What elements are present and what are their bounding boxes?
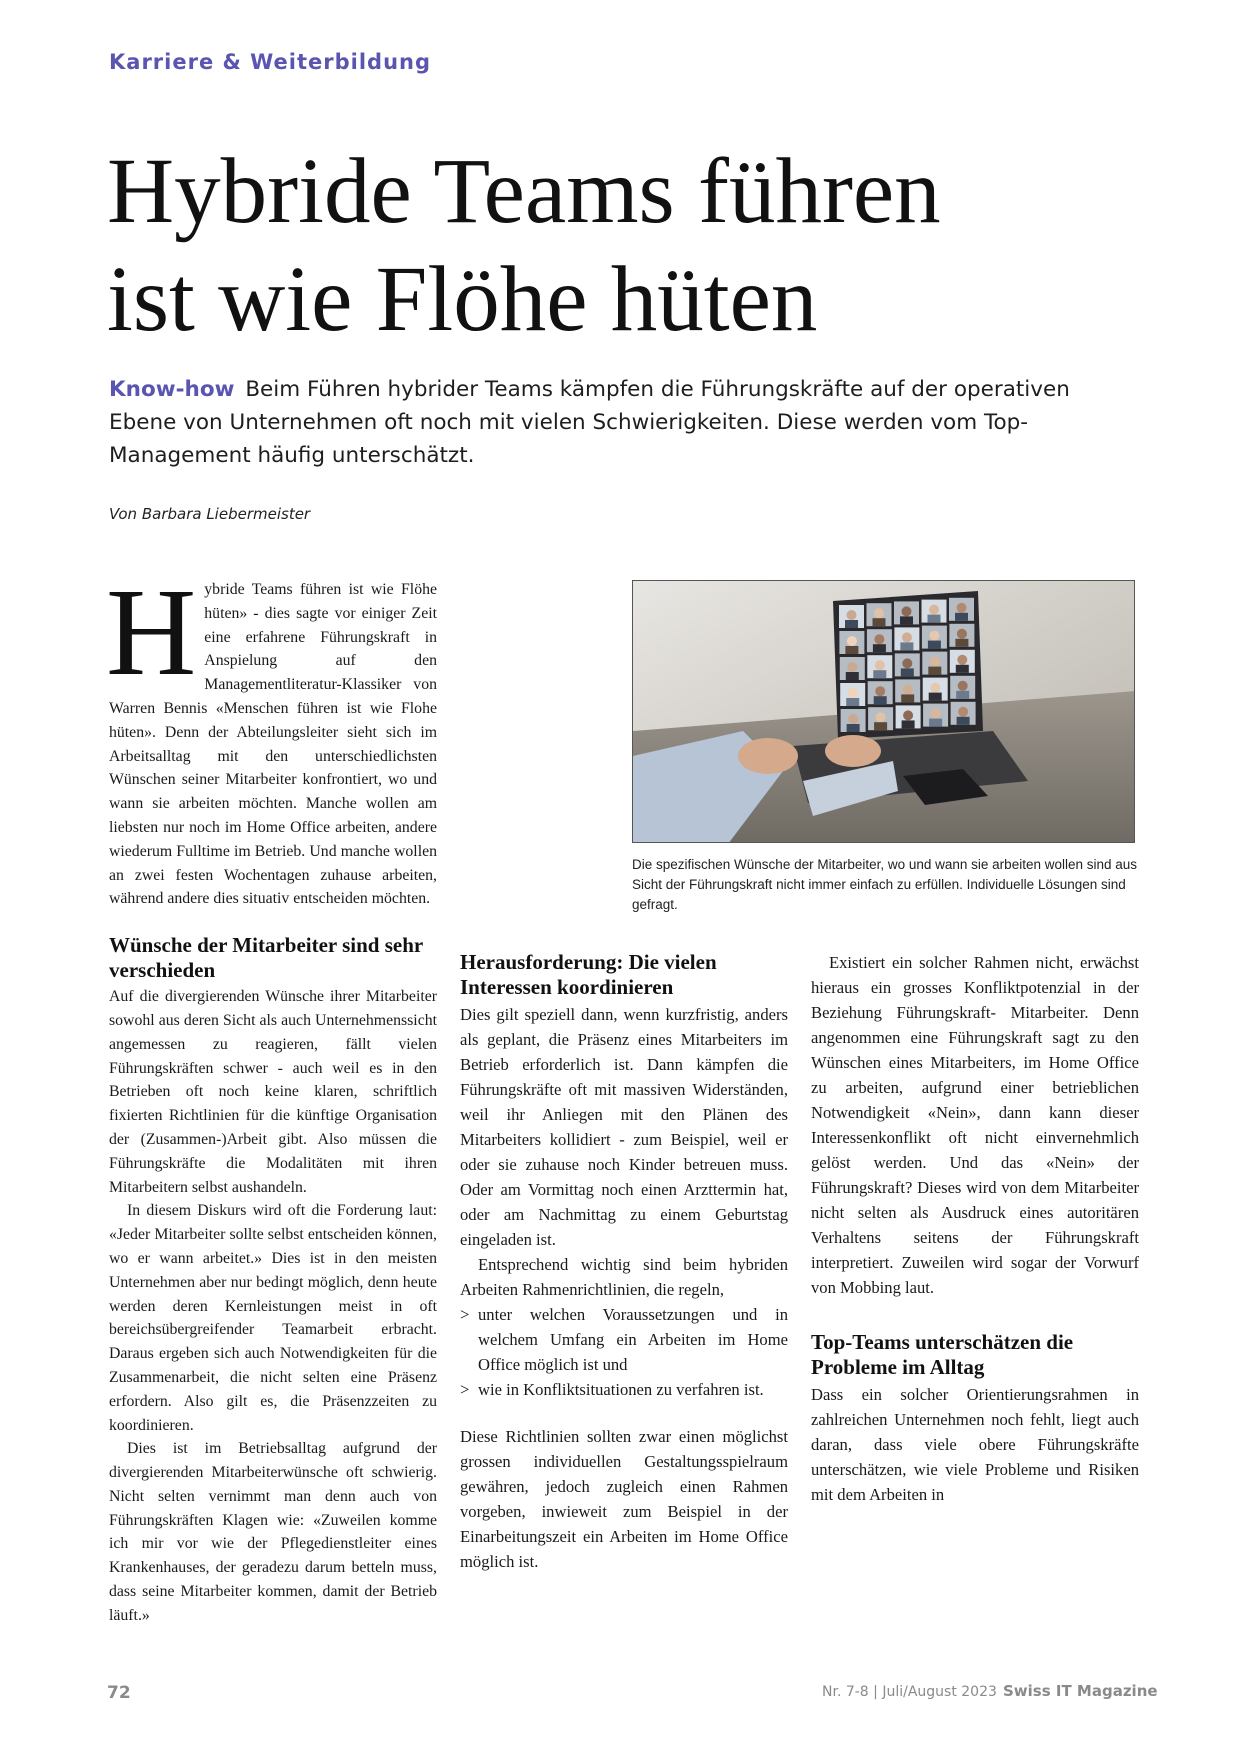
participant-face: [957, 603, 967, 613]
paragraph: Dies gilt speziell dann, wenn kurzfristig, anders als geplant, die Präsenz eines Mitarbeiters im Betrieb erforderlich ist. Dann kämpfen die Führungskräfte oft mit massiven Widerständen, weil ihr Anliegen mit den Plänen des Mitarbeiters kollidiert - zum Beispiel, weil er oder sie zuhause noch Kinder betreuen muss. Oder am Vormittag noch einen Arzttermin hat, oder am Nachmittag zu einem Geburtstag eingeladen ist.: [460, 1005, 788, 1249]
participant-body: [874, 696, 887, 704]
participant-body: [900, 616, 913, 624]
participant-face: [876, 712, 886, 722]
participant-face: [848, 714, 858, 724]
bullet-item: > wie in Konfliktsituationen zu verfahren ist.: [460, 1377, 788, 1402]
participant-body: [847, 724, 860, 732]
participant-face: [847, 636, 857, 646]
participant-body: [955, 639, 968, 647]
participant-face: [875, 686, 885, 696]
article-photo: [632, 580, 1135, 843]
lead-paragraph: [109, 373, 1139, 472]
paragraph: Existiert ein solcher Rahmen nicht, erwächst hieraus ein grosses Konfliktpotenzial in der Beziehung Führungskraft- Mitarbeiter. Denn angenommen eine Führungskraft sagt zu den Wünschen eines Mitarbeiters, im Home Office zu arbeiten, aufgrund einer betrieblichen Notwendigkeit «Nein», dann kann dieser Interessenkonflikt oft nicht einvernehmlich gelöst werden. Und das «Nein» der Führungskraft? Dieses wird von dem Mitarbeiter nicht selten als Ausdruck eines autoritären Verhaltens seitens der Führungskraft interpretiert. Zuweilen wird sogar der Vorwurf von Mobbing laut.: [811, 953, 1139, 1297]
participant-body: [928, 641, 941, 649]
column-3: [811, 950, 1139, 1507]
section-tag: Karriere & Weiterbildung: [109, 50, 432, 74]
intro-paragraph: [106, 564, 437, 911]
intro-text: ybride Teams führen ist wie Flöhe hüten» - dies sagte vor einiger Zeit eine erfahrene Führungskraft in Anspielung auf den Managementliteratur-Klassiker von Warren Bennis «Menschen führen ist wie Flohe hüten». Denn der Abteilungsleiter sieht sich im Arbeitsalltag mit den unterschiedlichsten Wünschen seiner Mitarbeiter konfrontiert, wo und wann sie arbeiten möchten. Manche wollen am liebsten nur noch im Home Office arbeiten, andere wiederum Fulltime im Betrieb. Und manche wollen an zwei festen Wochentagen zuhause arbeiten, während andere dies situativ entscheiden möchten.: [109, 581, 437, 908]
participant-face: [875, 660, 885, 670]
laptop-video-call-image: [633, 581, 1135, 843]
column-1: [106, 564, 437, 1628]
participant-face: [957, 629, 967, 639]
bullet-list: [460, 1302, 788, 1402]
bullet-item: > unter welchen Voraussetzungen und in welchem Umfang ein Arbeiten im Home Office möglich ist und: [460, 1302, 788, 1377]
participant-body: [874, 722, 887, 730]
magazine-name: Swiss IT Magazine: [1003, 1682, 1158, 1700]
participant-face: [930, 683, 940, 693]
participant-face: [847, 610, 857, 620]
participant-face: [902, 632, 912, 642]
participant-face: [848, 688, 858, 698]
paragraph: Auf die divergierenden Wünsche ihrer Mitarbeiter sowohl aus deren Sicht als auch Unternehmenssicht angemessen zu reagieren, fällt vielen Führungskräften schwer - auch weil es in den Betrieben oft noch keine klaren, schriftlich fixierten Richtlinien für die künftige Organisation der (Zusammen-)Arbeit gibt. Also müssen die Führungskräfte die Modalitäten mit ihren Mitarbeitern selbst aushandeln.: [109, 988, 437, 1196]
lead-text: Beim Führen hybrider Teams kämpfen die Führungskräfte auf der operativen Ebene von Unternehmen oft noch mit vielen Schwierigkeiten. Diese werden vom Top-Management häufig unterschätzt.: [109, 377, 1070, 468]
subheading-wuensche: Wünsche der Mitarbeiter sind sehr verschieden: [109, 933, 423, 983]
participant-face: [930, 657, 940, 667]
participant-body: [873, 670, 886, 678]
paragraph: Diese Richtlinien sollten zwar einen möglichst grossen individuellen Gestaltungsspielraum gewähren, jedoch zugleich einen Rahmen vorgeben, inwieweit zum Beispiel in der Einarbeitungszeit ein Arbeiten im Home Office möglich ist.: [460, 1427, 788, 1571]
participant-body: [873, 644, 886, 652]
participant-body: [929, 693, 942, 701]
participant-face: [929, 605, 939, 615]
paragraph: Entsprechend wichtig sind beim hybriden Arbeiten Rahmenrichtlinien, die regeln,: [460, 1255, 788, 1299]
headline-line-2: ist wie Flöhe hüten: [107, 248, 818, 351]
participant-body: [955, 613, 968, 621]
participant-body: [928, 615, 941, 623]
participant-face: [929, 631, 939, 641]
participant-face: [957, 655, 967, 665]
participant-face: [902, 658, 912, 668]
paragraph: Dies ist im Betriebsalltag aufgrund der divergierenden Mitarbeiterwünsche oft schwierig. Nicht selten vernimmt man denn auch von Führungskräften Klagen wie: «Zuweilen komme ich mir vor wie der Pflegedienstleiter eines Krankenhauses, der geradezu darum betteln muss, dass seine Mitarbeiter kommen, damit der Betrieb läuft.»: [109, 1440, 437, 1624]
participant-body: [901, 668, 914, 676]
participant-face: [847, 662, 857, 672]
participant-body: [957, 717, 970, 725]
photo-caption: Die spezifischen Wünsche der Mitarbeiter, wo und wann sie arbeiten wollen sind aus Sicht der Führungskraft nicht immer einfach zu erfüllen. Individuelle Lösungen sind gefragt.: [632, 857, 1138, 912]
participant-body: [900, 642, 913, 650]
subheading-top-teams: Top-Teams unterschätzen die Probleme im Alltag: [811, 1330, 1074, 1379]
participant-body: [956, 665, 969, 673]
lead-keyword: Know-how: [109, 377, 235, 402]
participant-body: [873, 618, 886, 626]
participant-body: [929, 719, 942, 727]
byline: Von Barbara Liebermeister: [109, 505, 311, 523]
participant-body: [845, 620, 858, 628]
participant-face: [958, 707, 968, 717]
column-2: [460, 950, 788, 1574]
participant-body: [846, 672, 859, 680]
participant-face: [874, 608, 884, 618]
participant-body: [928, 667, 941, 675]
participant-face: [903, 684, 913, 694]
dropcap: H: [106, 564, 197, 702]
participant-body: [956, 691, 969, 699]
participant-body: [845, 646, 858, 654]
paragraph: Dass ein solcher Orientierungsrahmen in zahlreichen Unternehmen noch fehlt, liegt auch daran, dass viele obere Führungskräfte unterschätzen, wie viele Probleme und Risiken mit dem Arbeiten in: [811, 1385, 1139, 1504]
paragraph: In diesem Diskurs wird oft die Forderung laut: «Jeder Mitarbeiter sollte selbst entscheiden können, wo er wann arbeitet.» Dies ist in den meisten Unternehmen aber nur bedingt möglich, denn heute werden deren Kernleistungen meist in oft bereichsübergreifender Teamarbeit erbracht. Daraus ergeben sich auch Notwendigkeiten für die Zusammenarbeit, die nicht selten eine Präsenz erfordern. Also gilt es, die Präsenzzeiten zu koordinieren.: [109, 1202, 437, 1434]
issue-info: Nr. 7-8 | Juli/August 2023: [822, 1684, 997, 1700]
participant-face: [958, 681, 968, 691]
participant-face: [931, 709, 941, 719]
participant-face: [874, 634, 884, 644]
participant-body: [902, 720, 915, 728]
participant-body: [901, 694, 914, 702]
participant-face: [902, 606, 912, 616]
participant-face: [903, 710, 913, 720]
page-number: 72: [107, 1683, 131, 1703]
article-headline: [107, 138, 1157, 354]
participant-body: [846, 698, 859, 706]
headline-line-1: Hybride Teams führen: [107, 140, 941, 243]
subheading-herausforderung: Herausforderung: Die vielen Interessen koordinieren: [460, 950, 717, 999]
